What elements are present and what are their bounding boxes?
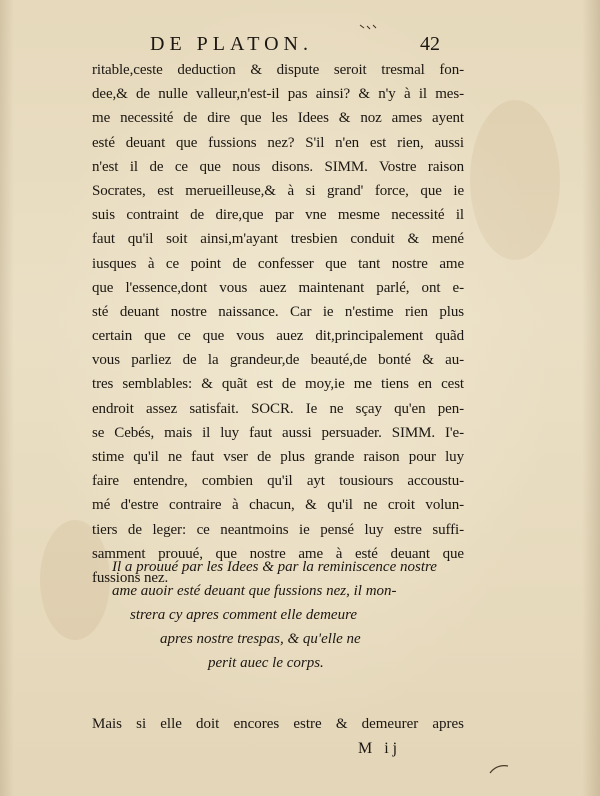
side-note-line: apres nostre trespas, & qu'elle ne bbox=[160, 631, 361, 647]
body-line: Socrates, est merueilleuse,& à si grand' force, que ie bbox=[92, 182, 464, 199]
body-line: samment prouué, que nostre ame à esté deuant que bbox=[92, 545, 464, 562]
body-line: tres semblables: & quãt est de moy,ie me tiens en cest bbox=[92, 376, 464, 393]
page-number: 42 bbox=[420, 33, 440, 55]
page-gutter-shadow bbox=[0, 0, 14, 796]
side-note-line: strera cy apres comment elle demeure bbox=[130, 607, 358, 623]
body-line: que l'essence,dont vous auez maintenant parlé, ont e- bbox=[92, 279, 464, 296]
side-note-line: perit auec le corps. bbox=[208, 655, 324, 671]
body-line: endroit assez satisfait. SOCR. Ie ne sçay qu'en pen- bbox=[92, 400, 464, 417]
side-note-line: Il a prouué par les Idees & par la reminiscence nostre bbox=[112, 559, 437, 575]
body-line: esté deuant que fussions nez? S'il n'en est rien, aussi bbox=[92, 134, 464, 151]
body-line: stime qu'il ne faut vser de plus grande raison pour luy bbox=[92, 449, 464, 465]
body-line: n'est il de ce que nous disons. SIMM. Vostre raison bbox=[92, 158, 464, 175]
ink-speck-icon bbox=[358, 22, 380, 32]
side-note-line: ame auoir esté deuant que fussions nez, il mon- bbox=[112, 583, 397, 599]
side-note bbox=[100, 555, 500, 675]
signature-mark: M ij bbox=[358, 740, 402, 757]
body-line: vous parliez de la grandeur,de beauté,de bonté & au- bbox=[92, 352, 464, 369]
paper-stain bbox=[470, 100, 560, 260]
body-line: ritable,ceste deduction & dispute seroit tresmal fon- bbox=[92, 62, 464, 78]
body-line: mé d'estre contraire à chacun, & qu'il ne croit volun- bbox=[92, 497, 464, 514]
body-line: certain que ce que vous auez dit,principalement quãd bbox=[92, 328, 464, 345]
body-line: dee,& de nulle valleur,n'est-il pas ainsi? & n'y à il mes- bbox=[92, 86, 464, 103]
ink-speck-icon bbox=[488, 762, 510, 776]
running-head: DE PLATON. bbox=[150, 33, 313, 55]
body-line: fussions nez. bbox=[92, 569, 169, 586]
page-edge-shadow bbox=[582, 0, 600, 796]
body-line: faire entendre, combien qu'il ayt tousiours accoustu- bbox=[92, 473, 464, 490]
body-line: me necessité de dire que les Idees & noz ames ayent bbox=[92, 110, 464, 127]
closing-line: Mais si elle doit encores estre & demeurer apres bbox=[92, 716, 464, 732]
body-line: faut qu'il soit ainsi,m'ayant tresbien conduit & mené bbox=[92, 231, 464, 248]
body-line: iusques à ce point de confesser que tant nostre ame bbox=[92, 255, 464, 272]
body-line: suis contraint de dire,que par vne mesme necessité il bbox=[92, 207, 464, 224]
body-line: se Cebés, mais il luy faut aussi persuader. SIMM. I'e- bbox=[92, 424, 464, 441]
body-text bbox=[92, 58, 464, 590]
body-line: tiers de leger: ce neantmoins ie pensé luy estre suffi- bbox=[92, 521, 464, 538]
body-line: sté deuant nostre naissance. Car ie n'estime rien plus bbox=[92, 303, 464, 320]
